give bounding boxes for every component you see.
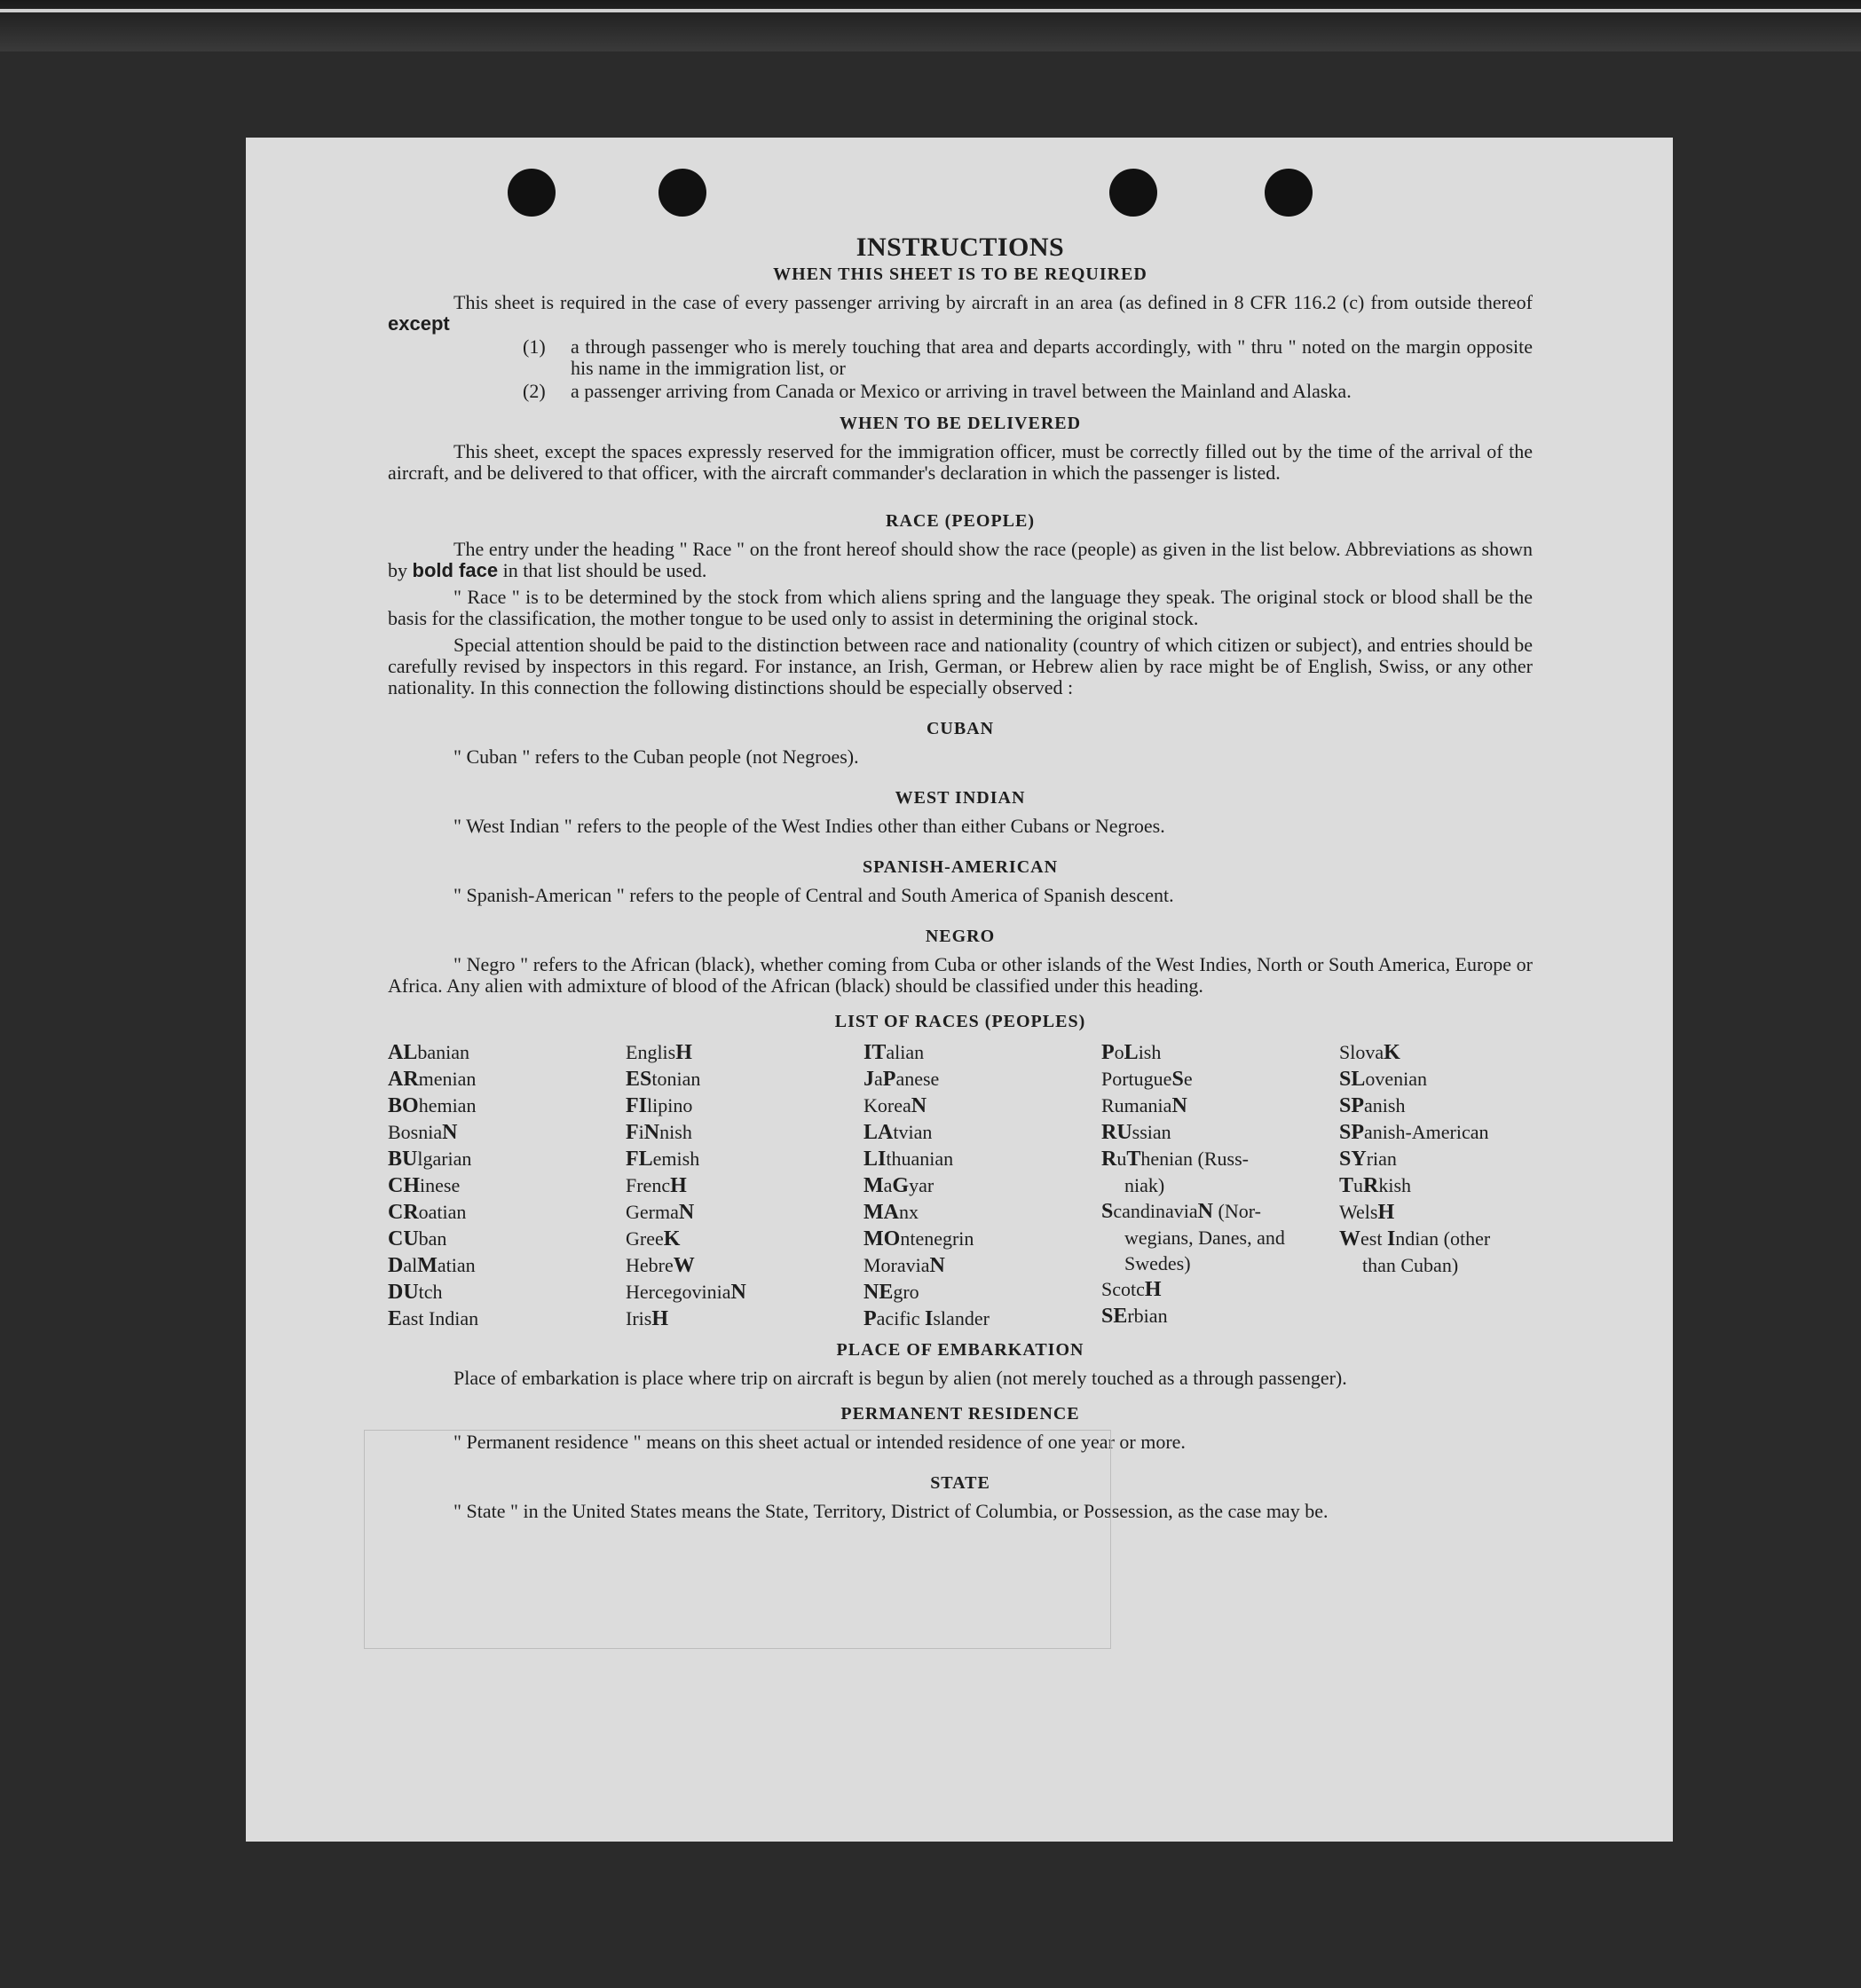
race-abbreviation: E (388, 1307, 403, 1330)
race-abbreviation: CR (388, 1201, 419, 1224)
race-abbreviation: N (1197, 1200, 1213, 1223)
race-abbreviation: R (1363, 1174, 1379, 1197)
race-column (1101, 1039, 1339, 1332)
section-heading-state: STATE (930, 1473, 990, 1493)
except-bold: except (388, 312, 450, 335)
race-abbreviation: BO (388, 1094, 419, 1117)
race-abbreviation: CU (388, 1227, 419, 1250)
race-abbreviation: S (1171, 1068, 1184, 1091)
race-entry (1101, 1066, 1339, 1093)
race-abbreviation: N (730, 1281, 746, 1304)
race-entry (626, 1066, 863, 1093)
race-name-part: Rumania (1101, 1094, 1172, 1116)
race-entry (626, 1146, 863, 1172)
race-entry (863, 1066, 1101, 1093)
race-name-part: Korea (863, 1094, 911, 1116)
race-name-part: Hebre (626, 1254, 674, 1276)
embarkation-text: Place of embarkation is place where trip on aircraft is begun by alien (not merely touched as a through passenger). (453, 1367, 1347, 1389)
race-abbreviation: MO (863, 1227, 901, 1250)
race-entry (626, 1199, 863, 1226)
race-entry (388, 1226, 626, 1252)
race-name-part: lgarian (417, 1148, 472, 1170)
race-entry (1101, 1119, 1339, 1146)
race-name-part: al (403, 1254, 418, 1276)
race-abbreviation: H (1144, 1278, 1162, 1301)
race-abbreviation: F (626, 1121, 639, 1144)
race-abbreviation: RU (1101, 1121, 1132, 1144)
section-heading-delivered: WHEN TO BE DELIVERED (839, 414, 1082, 433)
race-entry (388, 1119, 626, 1146)
race-name-part: slander (933, 1307, 990, 1329)
race-name-continuation: niak) (1124, 1174, 1165, 1196)
race-entry (1101, 1303, 1339, 1329)
race-abbreviation: W (673, 1254, 695, 1277)
race-name-part: Frenc (626, 1174, 671, 1196)
race-abbreviation: LA (863, 1121, 894, 1144)
race-name-part: yar (909, 1174, 934, 1196)
race-abbreviation: P (1101, 1041, 1115, 1064)
race-abbreviation: SL (1339, 1068, 1366, 1091)
race-name-part: Bosnia (388, 1121, 443, 1143)
race-name-part: hemian (418, 1094, 477, 1116)
race-entry (626, 1226, 863, 1252)
race-entry (388, 1066, 626, 1093)
race-name-part: i (638, 1121, 644, 1143)
race-abbreviation: K (663, 1227, 681, 1250)
race-name-part: Germa (626, 1201, 679, 1223)
race-name-part: ovenian (1365, 1068, 1428, 1090)
race-abbreviation: H (675, 1041, 692, 1064)
section-heading-race: RACE (PEOPLE) (886, 511, 1035, 531)
race-abbreviation: IT (863, 1041, 887, 1064)
spanish-american-text: " Spanish-American " refers to the people of Central and South America of Spanish descent. (453, 884, 1174, 906)
race-name-part: ndian (other (1395, 1227, 1491, 1250)
race-abbreviation: M (417, 1254, 438, 1277)
west-indian-text: " West Indian " refers to the people of the West Indies other than either Cubans or Negroes. (453, 815, 1165, 837)
race-entry (626, 1119, 863, 1146)
race-name-part: tch (418, 1281, 443, 1303)
race-name-part: acific (876, 1307, 926, 1329)
race-entry (1339, 1172, 1538, 1199)
punch-hole (508, 169, 556, 217)
race-name-part: (Nor- (1213, 1200, 1261, 1222)
race-abbreviation: LI (863, 1148, 887, 1171)
race-name-part: Iris (626, 1307, 652, 1329)
race-abbreviation: SY (1339, 1148, 1367, 1171)
race-abbreviation: SE (1101, 1305, 1128, 1328)
race-entry (388, 1252, 626, 1279)
race-entry (626, 1279, 863, 1306)
race-name-part: alian (886, 1041, 925, 1063)
race-name-part: Gree (626, 1227, 664, 1250)
section-heading-list-of-races: LIST OF RACES (PEOPLES) (834, 1012, 1086, 1031)
residence-text: " Permanent residence " means on this sheet actual or intended residence of one year or more. (453, 1431, 1186, 1453)
race-name-part: ish (1138, 1041, 1162, 1063)
race-name-part: ssian (1132, 1121, 1171, 1143)
race-abbreviation: P (863, 1307, 877, 1330)
race-abbreviation: J (863, 1068, 874, 1091)
race-abbreviation: T (1126, 1148, 1141, 1171)
race-name-part: inese (420, 1174, 461, 1196)
race-abbreviation: FI (626, 1094, 647, 1117)
race-name-part: Moravia (863, 1254, 930, 1276)
race-name-part: u (1116, 1148, 1127, 1170)
bold-face-text: bold face (412, 559, 499, 581)
section-heading-embarkation: PLACE OF EMBARKATION (836, 1340, 1084, 1360)
race-name-continuation: wegians, Danes, and Swedes) (1124, 1227, 1285, 1274)
race-abbreviation: M (863, 1174, 884, 1197)
race-column (1339, 1039, 1538, 1332)
race-entry (1339, 1119, 1538, 1146)
race-name-part: tonian (651, 1068, 701, 1090)
race-name-part: emish (652, 1148, 700, 1170)
instructions-body (388, 233, 1533, 1522)
race-name-part: rbian (1127, 1305, 1168, 1327)
race-name-part: lipino (647, 1094, 693, 1116)
race-entry (1101, 1093, 1339, 1119)
race-abbreviation: G (892, 1174, 910, 1197)
race-name-part: o (1114, 1041, 1124, 1063)
race-abbreviation: FL (626, 1148, 653, 1171)
race-name-part: Scotc (1101, 1278, 1145, 1300)
negro-text: " Negro " refers to the African (black), whether coming from Cuba or other islands of the West Indies, North or South America, Europe or Africa. Any alien with admixture of blood of the African (black) should be classified under this heading. (388, 953, 1533, 997)
section-heading-residence: PERMANENT RESIDENCE (840, 1404, 1080, 1424)
race-column (863, 1039, 1101, 1332)
race-entry (626, 1306, 863, 1332)
race-entry (1101, 1146, 1339, 1198)
race-column (626, 1039, 863, 1332)
race-name-part: thuanian (886, 1148, 954, 1170)
delivered-text: This sheet, except the spaces expressly reserved for the immigration officer, must be correctly filled out by the time of the arrival of the aircraft, and be delivered to that officer, with the aircraft commander's declaration in which the passenger is listed. (388, 440, 1533, 484)
section-heading-negro: NEGRO (925, 927, 996, 946)
race-abbreviation: K (1384, 1041, 1400, 1064)
race-name-part: ntenegrin (900, 1227, 974, 1250)
race-name-part: menian (418, 1068, 477, 1090)
race-abbreviation: SP (1339, 1121, 1365, 1144)
section-heading-west-indian: WEST INDIAN (895, 788, 1026, 808)
race-name-part: Portugue (1101, 1068, 1172, 1090)
punch-hole (1265, 169, 1313, 217)
race-entry (1339, 1199, 1538, 1226)
race-abbreviation: H (1377, 1201, 1395, 1224)
bleed-through-box (364, 1430, 1111, 1649)
race-name-part: anish-American (1364, 1121, 1489, 1143)
punch-hole (1109, 169, 1157, 217)
race-abbreviation: D (388, 1254, 404, 1277)
race-name-part: nish (659, 1121, 692, 1143)
race-entry (1339, 1039, 1538, 1066)
race-entry (1339, 1146, 1538, 1172)
race-name-part: candinavia (1113, 1200, 1198, 1222)
page-title: INSTRUCTIONS (856, 233, 1065, 262)
cuban-text: " Cuban " refers to the Cuban people (not Negroes). (453, 746, 859, 768)
race-name-part: ast Indian (402, 1307, 479, 1329)
race-abbreviation: I (925, 1307, 934, 1330)
race-name-part: a (874, 1068, 883, 1090)
exception-item-2: (2) a passenger arriving from Canada or Mexico or arriving in travel between the Mainland and Alaska. (523, 380, 1352, 402)
state-text: " State " in the United States means the State, Territory, District of Columbia, or Possession, as the case may be. (453, 1500, 1329, 1522)
race-entry (388, 1279, 626, 1306)
race-entry (863, 1039, 1101, 1066)
section-heading-required: WHEN THIS SHEET IS TO BE REQUIRED (773, 264, 1147, 284)
section-heading-spanish-american: SPANISH-AMERICAN (862, 857, 1059, 877)
race-abbreviation: R (1101, 1148, 1117, 1171)
race-name-part: gro (893, 1281, 919, 1303)
race-entry (1101, 1039, 1339, 1066)
scan-border (0, 0, 1861, 51)
race-name-part: kish (1378, 1174, 1412, 1196)
race-entry (1101, 1276, 1339, 1303)
race-name-part: Wels (1339, 1201, 1378, 1223)
race-abbreviation: H (670, 1174, 687, 1197)
race-entry (388, 1039, 626, 1066)
race-entry (863, 1146, 1101, 1172)
race-name-part: Englis (626, 1041, 676, 1063)
race-abbreviation: L (1124, 1041, 1139, 1064)
race-entry (626, 1039, 863, 1066)
race-entry (863, 1093, 1101, 1119)
race-entry (863, 1279, 1101, 1306)
race-name-part: anish (1364, 1094, 1406, 1116)
race-abbreviation: CH (388, 1174, 420, 1197)
race-name-continuation: than Cuban) (1362, 1254, 1459, 1276)
race-entry (863, 1252, 1101, 1279)
race-entry (388, 1146, 626, 1172)
race-name-part: Hercegovinia (626, 1281, 731, 1303)
race-name-part: est (1360, 1227, 1387, 1250)
race-abbreviation: DU (388, 1281, 419, 1304)
race-entry (1101, 1198, 1339, 1276)
race-name-part: rian (1366, 1148, 1397, 1170)
race-entry (1339, 1093, 1538, 1119)
race-abbreviation: N (678, 1201, 695, 1224)
race-name-part: atian (437, 1254, 476, 1276)
race-name-part: nx (898, 1201, 919, 1223)
race-abbreviation: AL (388, 1041, 418, 1064)
race-abbreviation: BU (388, 1148, 418, 1171)
race-entry (388, 1172, 626, 1199)
race-entry (863, 1199, 1101, 1226)
race-entry (1339, 1226, 1538, 1278)
race-name-part: e (1183, 1068, 1193, 1090)
race-abbreviation: T (1339, 1174, 1354, 1197)
race-abbreviation: SP (1339, 1094, 1365, 1117)
race-abbreviation: N (442, 1121, 458, 1144)
race-name-part: anese (895, 1068, 940, 1090)
punch-hole (658, 169, 706, 217)
race-abbreviation: N (929, 1254, 945, 1277)
race-abbreviation: MA (863, 1201, 899, 1224)
race-abbreviation: N (1171, 1094, 1187, 1117)
race-name-part: banian (417, 1041, 469, 1063)
race-paragraph-3: Special attention should be paid to the distinction between race and nationality (country of which citizen or subject), and entries should be carefully revised by inspectors in this regard. For instance, an Irish, German, or Hebrew alien by race might be of English, Swiss, or any other nationality. In this connection the following distinctions should be especially observed : (388, 634, 1533, 698)
race-entry (863, 1306, 1101, 1332)
race-name-part: a (883, 1174, 893, 1196)
race-name-part: tvian (893, 1121, 933, 1143)
race-abbreviation: I (1386, 1227, 1396, 1250)
race-entry (626, 1093, 863, 1119)
section-heading-cuban: CUBAN (926, 719, 995, 738)
race-abbreviation: ES (626, 1068, 652, 1091)
race-name-part: ban (418, 1227, 447, 1250)
race-paragraph-1: The entry under the heading " Race " on the front hereof should show the race (people) as given in the list below. Abbreviations as shown by bold face in that list should be used. (388, 538, 1533, 581)
race-name-part: henian (Russ- (1140, 1148, 1249, 1170)
race-name-part: Slova (1339, 1041, 1384, 1063)
race-abbreviation: W (1339, 1227, 1360, 1250)
race-entry (863, 1119, 1101, 1146)
race-name-part: oatian (418, 1201, 467, 1223)
race-abbreviation: N (911, 1094, 927, 1117)
race-entry (388, 1199, 626, 1226)
race-paragraph-2: " Race " is to be determined by the stock from which aliens spring and the language they speak. The original stock or blood shall be the basis for the classification, the mother tongue to be used only to assist in determining the original stock. (388, 586, 1533, 629)
race-abbreviation: S (1101, 1200, 1114, 1223)
race-abbreviation: AR (388, 1068, 419, 1091)
race-entry (1339, 1066, 1538, 1093)
required-intro: This sheet is required in the case of every passenger arriving by aircraft in an area (as defined in 8 CFR 116.2 (c) from outside thereof except (388, 291, 1533, 335)
race-entry (626, 1252, 863, 1279)
race-abbreviation: P (882, 1068, 896, 1091)
exception-item-1: (1) a through passenger who is merely touching that area and departs accordingly, with " thru " noted on the margin opposite his name in the immigration list, or (523, 335, 1533, 379)
race-column (388, 1039, 626, 1332)
race-abbreviation: N (643, 1121, 660, 1144)
race-entry (863, 1226, 1101, 1252)
race-abbreviation: NE (863, 1281, 894, 1304)
race-entry (626, 1172, 863, 1199)
race-abbreviation: H (651, 1307, 668, 1330)
race-entry (863, 1172, 1101, 1199)
race-entry (388, 1093, 626, 1119)
race-entry (388, 1306, 626, 1332)
race-name-part: u (1353, 1174, 1364, 1196)
races-list (388, 1039, 1533, 1332)
